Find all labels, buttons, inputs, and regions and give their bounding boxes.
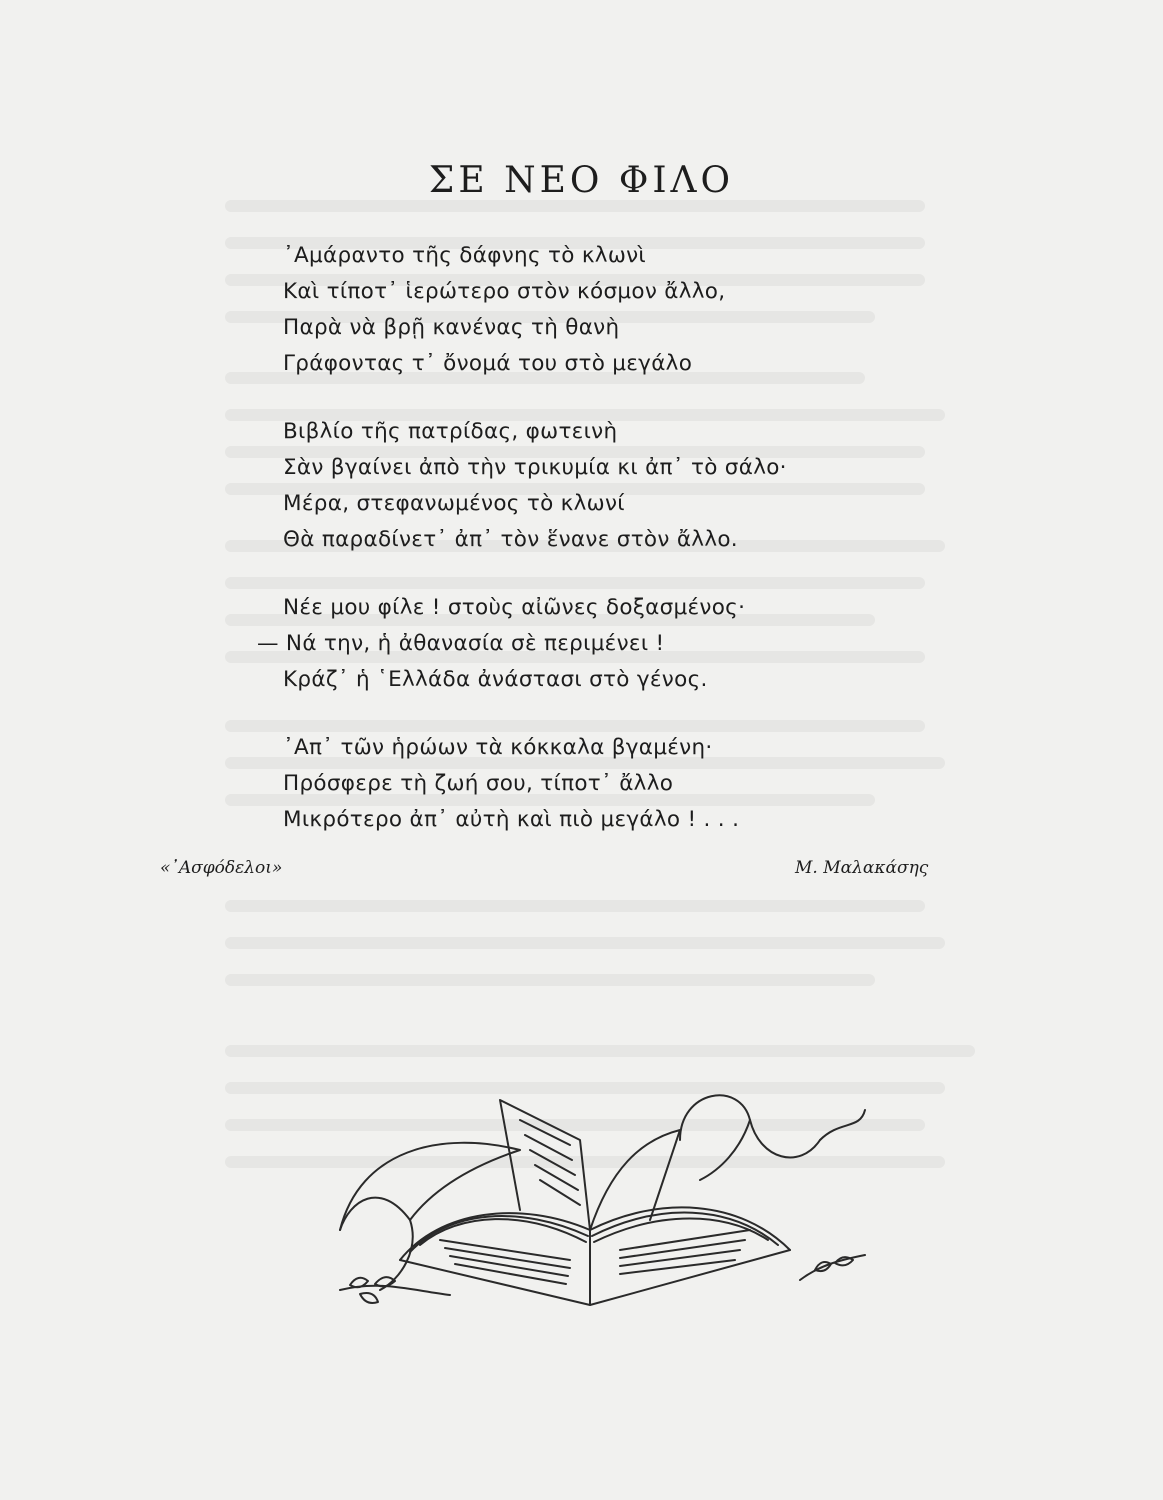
stanza-2 <box>283 414 923 558</box>
poem-line: — Νά την, ἡ ἀθανασία σὲ περιμένει ! <box>257 631 665 656</box>
poem-line: Νέε μου φίλε ! στοὺς αἰῶνες δοξασμένος· <box>283 595 746 620</box>
poem-line: ᾿Αμάραντο τῆς δάφνης τὸ κλωνὶ <box>283 243 647 268</box>
poem-body <box>257 238 923 870</box>
stanza-1 <box>283 238 923 382</box>
source-attribution: «᾿Ασφόδελοι» <box>160 858 283 878</box>
poem-line: Σὰν βγαίνει ἀπὸ τὴν τρικυμία κι ἀπ᾿ τὸ σάλο· <box>283 455 787 480</box>
author-signature: Μ. Μαλακάσης <box>795 858 929 878</box>
poem-title: ΣΕ ΝΕΟ ΦΙΛΟ <box>428 160 735 201</box>
stanza-3 <box>257 590 923 698</box>
poem-line: Καὶ τίποτ᾿ ἱερώτερο στὸν κόσμον ἄλλο, <box>283 279 726 304</box>
poem-line: Γράφοντας τ᾿ ὄνομά του στὸ μεγάλο <box>283 351 693 376</box>
poem-line: ᾿Απ᾿ τῶν ἡρώων τὰ κόκκαλα βγαμένη· <box>283 735 713 760</box>
stanza-4 <box>283 730 923 838</box>
poem-line: Μέρα, στεφανωμένος τὸ κλωνί <box>283 491 625 516</box>
poem-line: Μικρότερο ἀπ᾿ αὐτὴ καὶ πιὸ μεγάλο ! . . . <box>283 807 740 832</box>
poem-line: Θὰ παραδίνετ᾿ ἀπ᾿ τὸν ἕνανε στὸν ἄλλο. <box>283 527 738 552</box>
poem-line: Κράζ᾿ ἡ ῾Ελλάδα ἀνάστασι στὸ γένος. <box>283 667 708 692</box>
poem-line: Πρόσφερε τὴ ζωή σου, τίποτ᾿ ἄλλο <box>283 771 674 796</box>
open-book-laurel-illustration <box>320 1080 880 1320</box>
poem-line: Παρὰ νὰ βρῇ κανένας τὴ θανὴ <box>283 315 620 340</box>
poem-line: Βιβλίο τῆς πατρίδας, φωτεινὴ <box>283 419 618 444</box>
